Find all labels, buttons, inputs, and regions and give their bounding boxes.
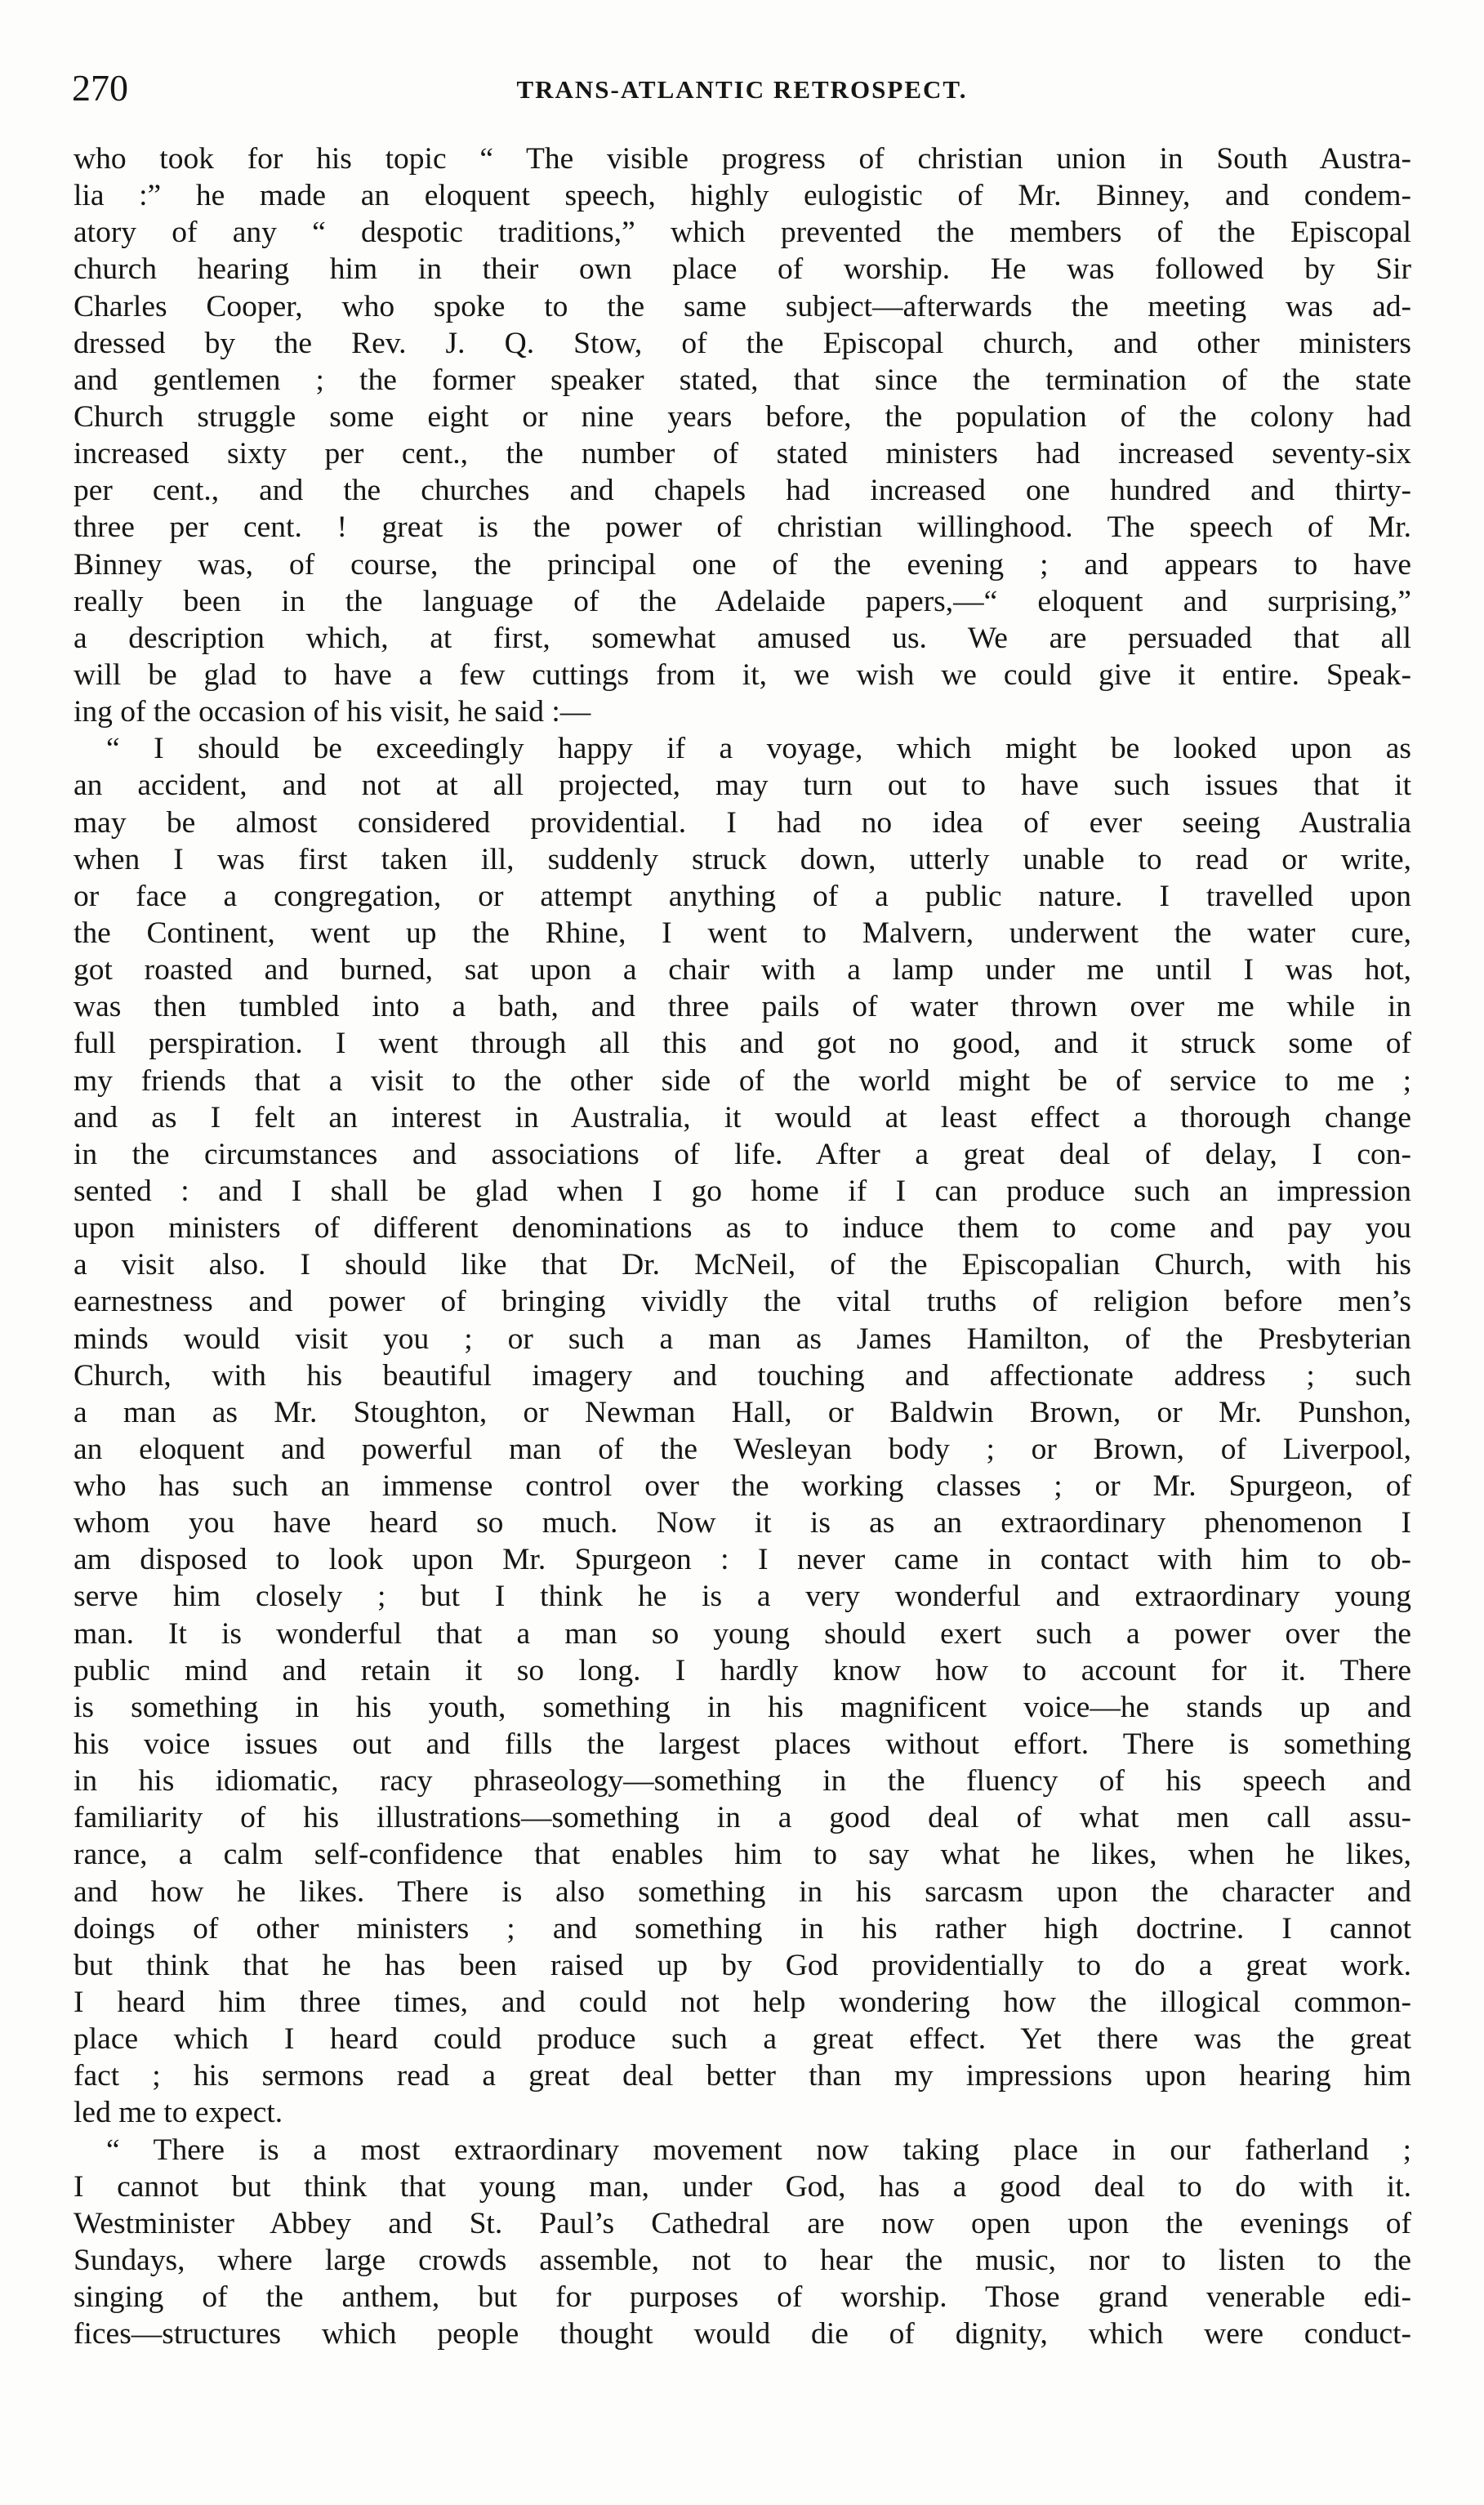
text-line: really been in the language of the Adelaide papers,—“ eloquent and surprising,”	[74, 584, 1411, 618]
text-line: ing of the occasion of his visit, he said :—	[74, 695, 591, 729]
text-line: in the circumstances and associations of life. After a great deal of delay, I con-	[74, 1137, 1411, 1171]
text-line: Westminister Abbey and St. Paul’s Cathedral are now open upon the evenings of	[74, 2206, 1411, 2240]
text-line: whom you have heard so much. Now it is as an extraordinary phenomenon I	[74, 1506, 1411, 1540]
text-line: who has such an immense control over the working classes ; or Mr. Spurgeon, of	[74, 1469, 1411, 1504]
text-line: public mind and retain it so long. I hardly know how to account for it. There	[74, 1653, 1411, 1687]
text-line: full perspiration. I went through all this and got no good, and it struck some of	[74, 1027, 1411, 1061]
text-line: rance, a calm self-confidence that enables him to say what he likes, when he likes,	[74, 1838, 1411, 1872]
text-line: may be almost considered providential. I had no idea of ever seeing Australia	[74, 805, 1411, 840]
text-line: a man as Mr. Stoughton, or Newman Hall, or Baldwin Brown, or Mr. Punshon,	[74, 1395, 1411, 1429]
page-number: 270	[72, 67, 128, 109]
text-line: but think that he has been raised up by God providentially to do a great work.	[74, 1948, 1411, 1982]
text-line: earnestness and power of bringing vividly the vital truths of religion before men’s	[74, 1285, 1411, 1319]
body-text	[74, 140, 1411, 2352]
text-line: church hearing him in their own place of worship. He was followed by Sir	[74, 252, 1411, 287]
text-line: “ There is a most extraordinary movement now taking place in our fatherland ;	[106, 2133, 1411, 2167]
text-line: who took for his topic “ The visible progress of christian union in South Austra-	[74, 142, 1411, 176]
text-line: I heard him three times, and could not help wondering how the illogical common-	[74, 1986, 1411, 2020]
text-line: was then tumbled into a bath, and three pails of water thrown over me while in	[74, 990, 1411, 1024]
text-line: lia :” he made an eloquent speech, highly eulogistic of Mr. Binney, and condem-	[74, 179, 1411, 213]
text-line: and how he likes. There is also something in his sarcasm upon the character and	[74, 1874, 1411, 1909]
text-line: and as I felt an interest in Australia, it would at least effect a thorough change	[74, 1100, 1411, 1134]
text-line: led me to expect.	[74, 2096, 283, 2130]
text-line: his voice issues out and fills the largest places without effort. There is something	[74, 1727, 1411, 1762]
text-line: the Continent, went up the Rhine, I went to Malvern, underwent the water cure,	[74, 916, 1411, 950]
text-line: is something in his youth, something in his magnificent voice—he stands up and	[74, 1690, 1411, 1724]
text-line: increased sixty per cent., the number of stated ministers had increased seventy-six	[74, 437, 1411, 471]
text-line: will be glad to have a few cuttings from it, we wish we could give it entire. Speak-	[74, 657, 1411, 692]
text-line: “ I should be exceedingly happy if a voyage, which might be looked upon as	[106, 732, 1411, 766]
text-line: when I was first taken ill, suddenly struck down, utterly unable to read or write,	[74, 842, 1411, 876]
text-line: an eloquent and powerful man of the Wesleyan body ; or Brown, of Liverpool,	[74, 1432, 1411, 1466]
text-line: serve him closely ; but I think he is a very wonderful and extraordinary young	[74, 1580, 1411, 1614]
text-line: fact ; his sermons read a great deal better than my impressions upon hearing him	[74, 2059, 1411, 2093]
running-head	[72, 64, 1412, 113]
running-title: TRANS-ATLANTIC RETROSPECT.	[516, 75, 968, 104]
text-line: am disposed to look upon Mr. Spurgeon : I never came in contact with him to ob-	[74, 1543, 1411, 1577]
text-line: three per cent. ! great is the power of christian willinghood. The speech of Mr.	[74, 510, 1411, 545]
text-line: and gentlemen ; the former speaker stated, that since the termination of the state	[74, 363, 1411, 397]
text-line: I cannot but think that young man, under God, has a good deal to do with it.	[74, 2169, 1411, 2204]
text-line: a description which, at first, somewhat amused us. We are persuaded that all	[74, 621, 1411, 655]
text-line: doings of other ministers ; and something in his rather high doctrine. I cannot	[74, 1911, 1411, 1946]
text-line: fices—structures which people thought would die of dignity, which were conduct-	[74, 2317, 1411, 2351]
text-line: got roasted and burned, sat upon a chair with a lamp under me until I was hot,	[74, 953, 1411, 987]
text-line: or face a congregation, or attempt anything of a public nature. I travelled upon	[74, 879, 1411, 913]
text-line: place which I heard could produce such a great effect. Yet there was the great	[74, 2022, 1411, 2057]
text-line: sented : and I shall be glad when I go home if I can produce such an impression	[74, 1174, 1411, 1208]
text-line: in his idiomatic, racy phraseology—something in the fluency of his speech and	[74, 1764, 1411, 1799]
text-line: per cent., and the churches and chapels had increased one hundred and thirty-	[74, 474, 1411, 508]
text-line: Sundays, where large crowds assemble, not to hear the music, nor to listen to the	[74, 2244, 1411, 2278]
text-line: Binney was, of course, the principal one of the evening ; and appears to have	[74, 547, 1411, 582]
text-line: singing of the anthem, but for purposes of worship. Those grand venerable edi-	[74, 2280, 1411, 2315]
text-line: my friends that a visit to the other side of the world might be of service to me ;	[74, 1063, 1411, 1098]
text-line: familiarity of his illustrations—something in a good deal of what men call assu-	[74, 1801, 1411, 1835]
text-line: atory of any “ despotic traditions,” which prevented the members of the Episcopal	[74, 216, 1411, 250]
text-line: Charles Cooper, who spoke to the same subject—afterwards the meeting was ad-	[74, 289, 1411, 323]
text-line: a visit also. I should like that Dr. McNeil, of the Episcopalian Church, with his	[74, 1248, 1411, 1282]
text-line: man. It is wonderful that a man so young should exert such a power over the	[74, 1616, 1411, 1651]
text-line: upon ministers of different denominations as to induce them to come and pay you	[74, 1211, 1411, 1246]
text-line: Church struggle some eight or nine years before, the population of the colony had	[74, 399, 1411, 434]
text-line: minds would visit you ; or such a man as James Hamilton, of the Presbyterian	[74, 1322, 1411, 1356]
text-line: Church, with his beautiful imagery and touching and affectionate address ; such	[74, 1358, 1411, 1393]
text-line: an accident, and not at all projected, may turn out to have such issues that it	[74, 769, 1411, 803]
text-line: dressed by the Rev. J. Q. Stow, of the Episcopal church, and other ministers	[74, 326, 1411, 360]
